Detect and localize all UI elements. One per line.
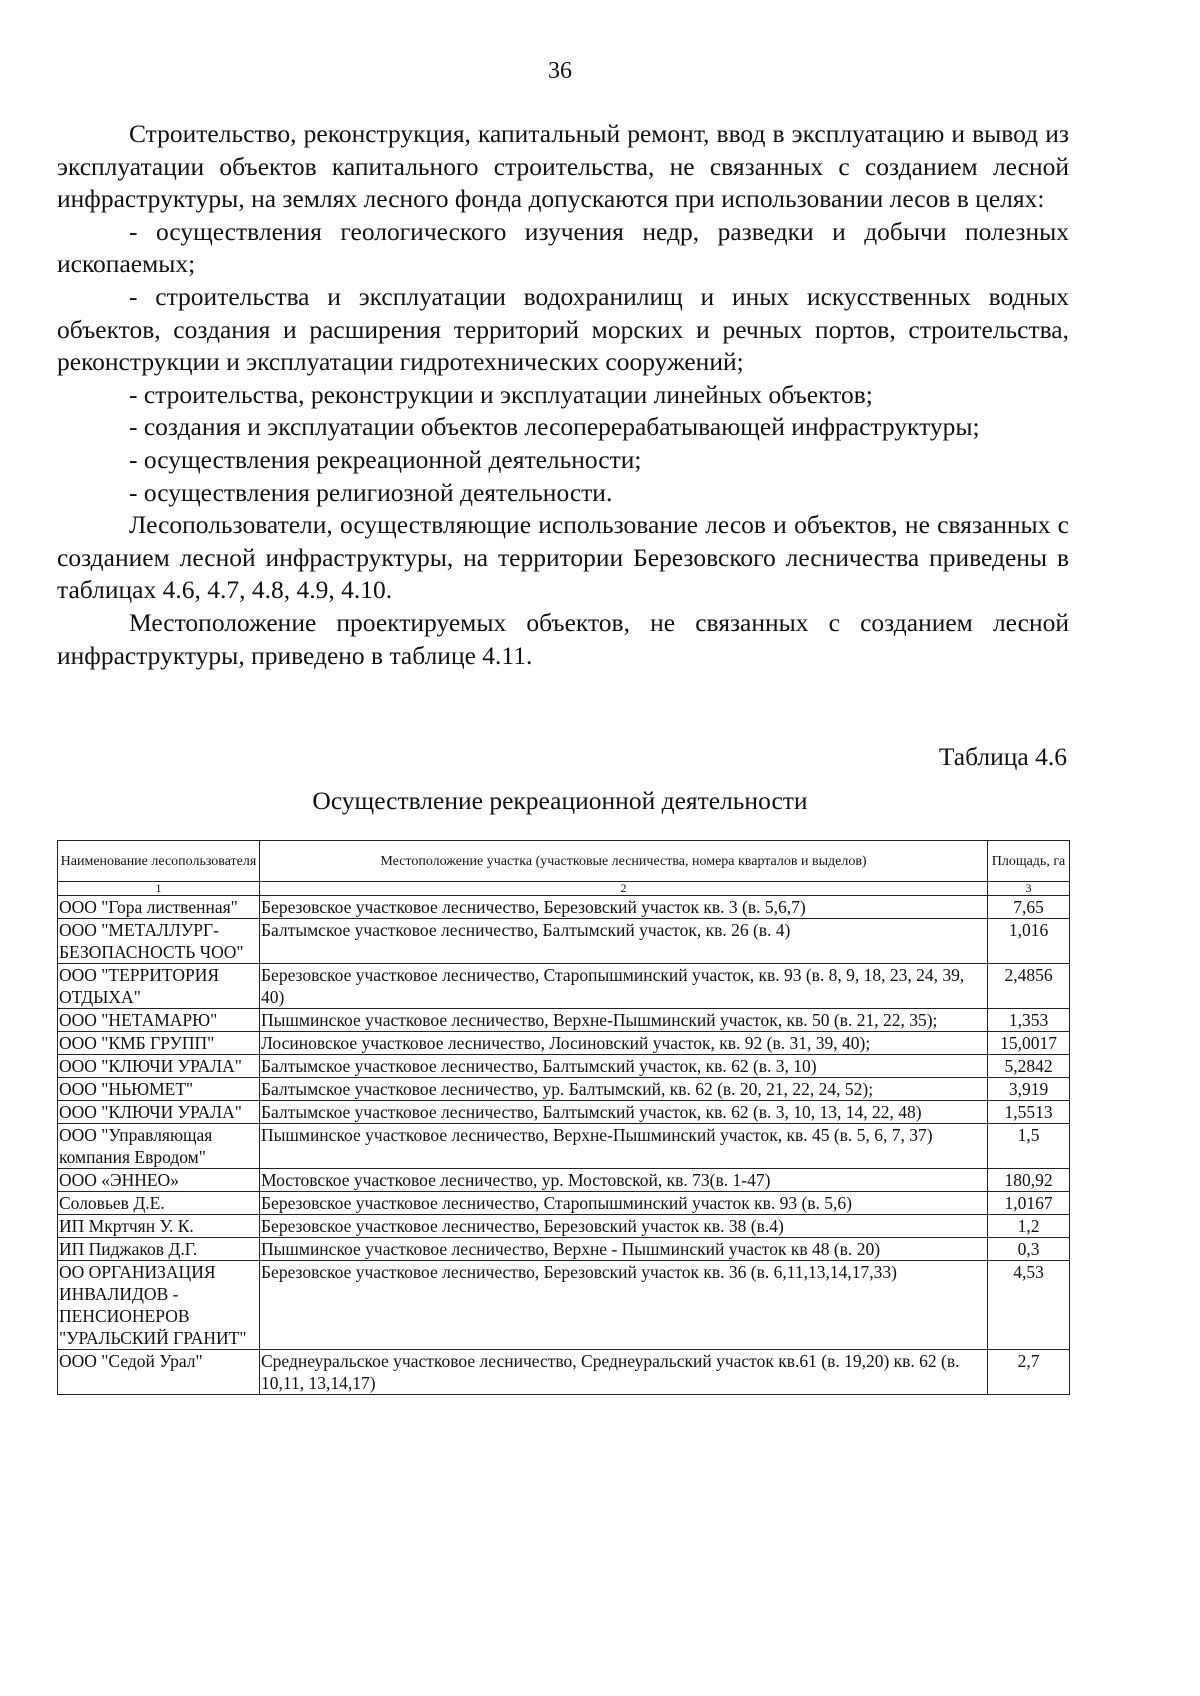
cell-user-name: ИП Мкртчян У. К.: [58, 1215, 260, 1238]
cell-area: 15,0017: [988, 1032, 1070, 1055]
cell-location: Березовское участковое лесничество, Березовский участок кв. 36 (в. 6,11,13,14,17,33): [260, 1261, 988, 1350]
table-row: [58, 896, 1070, 919]
cell-area: 4,53: [988, 1261, 1070, 1350]
paragraph-forest-users: Лесопользователи, осуществляющие использование лесов и объектов, не связанных с созданием лесной инфраструктуры, на территории Березовского лесничества приведены в таблицах 4.6, 4.7, 4.8, 4.9, 4.10.: [57, 510, 1069, 605]
header-area: Площадь, га: [988, 841, 1070, 882]
cell-area: 1,2: [988, 1215, 1070, 1238]
table-row: [58, 1032, 1070, 1055]
table-row: [58, 1055, 1070, 1078]
cell-location: Балтымское участковое лесничество, Балтымский участок, кв. 62 (в. 3, 10, 13, 14, 22, 48): [260, 1101, 988, 1124]
list-item-religion: - осуществления религиозной деятельности.: [129, 477, 613, 507]
cell-user-name: ООО «ЭННЕО»: [58, 1169, 260, 1192]
cell-area: 1,016: [988, 919, 1070, 964]
cell-user-name: Соловьев Д.Е.: [58, 1192, 260, 1215]
cell-area: 3,919: [988, 1078, 1070, 1101]
cell-area: 1,353: [988, 1009, 1070, 1032]
list-item-recreation: - осуществления рекреационной деятельности;: [129, 444, 642, 474]
cell-location: Среднеуральское участковое лесничество, Среднеуральский участок кв.61 (в. 19,20) кв. 62 (в. 10,11, 13,14,17): [260, 1350, 988, 1395]
table-row: [58, 1192, 1070, 1215]
cell-area: 1,0167: [988, 1192, 1070, 1215]
table-row: [58, 1350, 1070, 1395]
list-item-wood-processing: - создания и эксплуатации объектов лесоперерабатывающей инфраструктуры;: [129, 412, 980, 442]
list-item-reservoirs: - строительства и эксплуатации водохранилищ и иных искусственных водных объектов, создания и расширения территорий морских и речных портов, строительства, реконструкции и эксплуатации гидротехнических сооружений;: [57, 281, 1069, 377]
header-location: Местоположение участка (участковые лесничества, номера кварталов и выделов): [260, 841, 988, 882]
cell-user-name: ООО "Седой Урал": [58, 1350, 260, 1395]
cell-user-name: ИП Пиджаков Д.Г.: [58, 1238, 260, 1261]
cell-area: 0,3: [988, 1238, 1070, 1261]
cell-location: Балтымское участковое лесничество, Балтымский участок, кв. 26 (в. 4): [260, 919, 988, 964]
cell-location: Балтымское участковое лесничество, ур. Балтымский, кв. 62 (в. 20, 21, 22, 24, 52);: [260, 1078, 988, 1101]
cell-area: 1,5: [988, 1124, 1070, 1169]
page-number: 36: [548, 58, 572, 84]
cell-area: 7,65: [988, 896, 1070, 919]
cell-area: 2,4856: [988, 964, 1070, 1009]
table-column-number-row: [58, 882, 1070, 896]
cell-location: Балтымское участковое лесничество, Балтымский участок, кв. 62 (в. 3, 10): [260, 1055, 988, 1078]
cell-user-name: ОО ОРГАНИЗАЦИЯ ИНВАЛИДОВ - ПЕНСИОНЕРОВ "УРАЛЬСКИЙ ГРАНИТ": [58, 1261, 260, 1350]
cell-user-name: ООО "КМБ ГРУПП": [58, 1032, 260, 1055]
cell-user-name: ООО "КЛЮЧИ УРАЛА": [58, 1101, 260, 1124]
table-row: [58, 1261, 1070, 1350]
cell-area: 1,5513: [988, 1101, 1070, 1124]
table-row: [58, 919, 1070, 964]
table-row: [58, 1078, 1070, 1101]
cell-user-name: ООО "НЬЮМЕТ": [58, 1078, 260, 1101]
table-caption: Таблица 4.6: [938, 742, 1067, 771]
column-number: 3: [988, 882, 1070, 896]
recreation-table: [57, 840, 1070, 1395]
cell-location: Пышминское участковое лесничество, Верхне-Пышминский участок, кв. 50 (в. 21, 22, 35);: [260, 1009, 988, 1032]
table-row: [58, 1215, 1070, 1238]
cell-location: Березовское участковое лесничество, Старопышминский участок, кв. 93 (в. 8, 9, 18, 23, 24, 39, 40): [260, 964, 988, 1009]
cell-location: Березовское участковое лесничество, Березовский участок кв. 3 (в. 5,6,7): [260, 896, 988, 919]
table-row: [58, 1238, 1070, 1261]
table-row: [58, 964, 1070, 1009]
cell-user-name: ООО "НЕТАМАРЮ": [58, 1009, 260, 1032]
list-item-linear-objects: - строительства, реконструкции и эксплуатации линейных объектов;: [129, 379, 873, 409]
cell-location: Лосиновское участковое лесничество, Лосиновский участок, кв. 92 (в. 31, 39, 40);: [260, 1032, 988, 1055]
cell-user-name: ООО "Управляющая компания Евродом": [58, 1124, 260, 1169]
table-title: Осуществление рекреационной деятельности: [312, 786, 808, 815]
cell-location: Пышминское участковое лесничество, Верхне-Пышминский участок, кв. 45 (в. 5, 6, 7, 37): [260, 1124, 988, 1169]
table-row: [58, 1009, 1070, 1032]
cell-location: Пышминское участковое лесничество, Верхне - Пышминский участок кв 48 (в. 20): [260, 1238, 988, 1261]
list-item-geology: - осуществления геологического изучения недр, разведки и добычи полезных ископаемых;: [57, 216, 1069, 279]
paragraph-location: Местоположение проектируемых объектов, не связанных с созданием лесной инфраструктуры, приведено в таблице 4.11.: [57, 607, 1069, 670]
cell-area: 5,2842: [988, 1055, 1070, 1078]
column-number: 1: [58, 882, 260, 896]
cell-user-name: ООО "МЕТАЛЛУРГ-БЕЗОПАСНОСТЬ ЧОО": [58, 919, 260, 964]
cell-user-name: ООО "ТЕРРИТОРИЯ ОТДЫХА": [58, 964, 260, 1009]
cell-area: 180,92: [988, 1169, 1070, 1192]
cell-location: Березовское участковое лесничество, Старопышминский участок кв. 93 (в. 5,6): [260, 1192, 988, 1215]
table-row: [58, 1124, 1070, 1169]
body-text: [57, 118, 1069, 672]
column-number: 2: [260, 882, 988, 896]
cell-user-name: ООО "КЛЮЧИ УРАЛА": [58, 1055, 260, 1078]
cell-user-name: ООО "Гора лиственная": [58, 896, 260, 919]
table-row: [58, 1101, 1070, 1124]
header-user-name: Наименование лесопользователя: [58, 841, 260, 882]
cell-location: Мостовское участковое лесничество, ур. Мостовской, кв. 73(в. 1-47): [260, 1169, 988, 1192]
table-row: [58, 1169, 1070, 1192]
paragraph-intro: Строительство, реконструкция, капитальный ремонт, ввод в эксплуатацию и вывод из эксплуатации объектов капитального строительства, не связанных с созданием лесной инфраструктуры, на землях лесного фонда допускаются при использовании лесов в целях:: [57, 119, 1069, 214]
cell-area: 2,7: [988, 1350, 1070, 1395]
table-header-row: [58, 841, 1070, 882]
cell-location: Березовское участковое лесничество, Березовский участок кв. 38 (в.4): [260, 1215, 988, 1238]
